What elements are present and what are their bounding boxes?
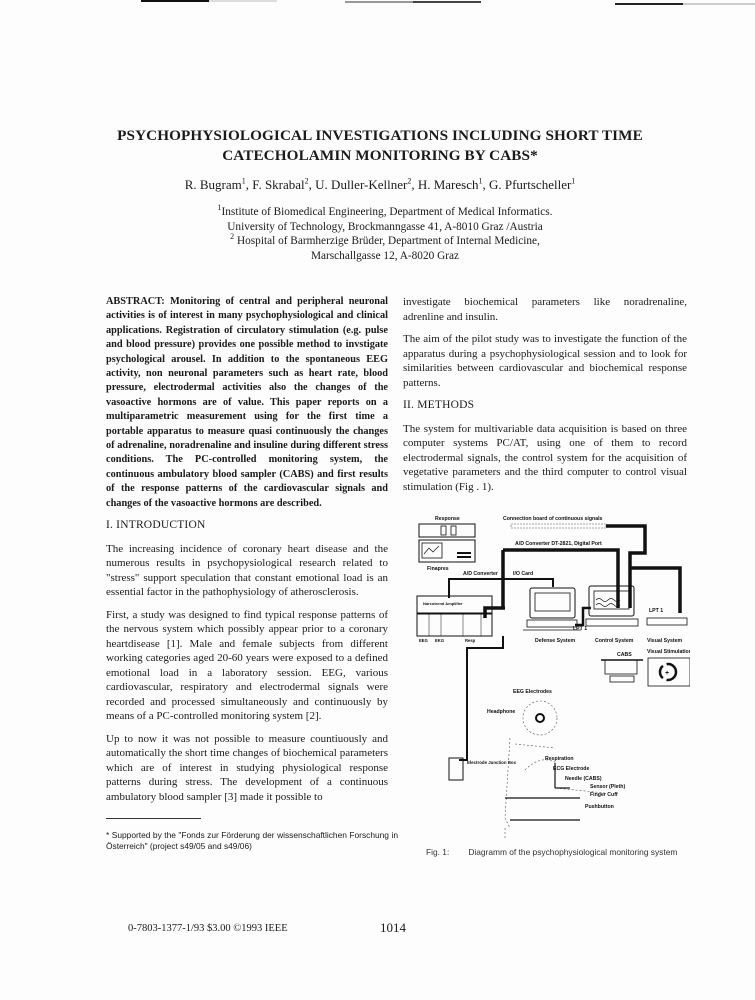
- svg-text:A/D Converter: A/D Converter: [463, 571, 498, 577]
- svg-text:Control System: Control System: [595, 638, 634, 644]
- section-heading-methods: II. METHODS: [403, 399, 475, 411]
- title-line-2: CATECHOLAMIN MONITORING BY CABS*: [222, 147, 538, 164]
- author: U. Duller-Kellner$^2$: [315, 176, 412, 192]
- svg-text:Headphone: Headphone: [487, 709, 516, 715]
- right-column: [403, 295, 687, 502]
- svg-text:Narcotrend Amplifier: Narcotrend Amplifier: [423, 601, 463, 606]
- affiliation-1-line-2: University of Technology, Brockmanngasse 41, A-8010 Graz /Austria: [227, 220, 543, 233]
- section-heading-introduction: I. INTRODUCTION: [106, 519, 206, 531]
- scan-artifact: [413, 1, 481, 3]
- label-response: Response: [435, 516, 460, 522]
- figure-caption-text: Diagramm of the psychophysiological monitoring system: [468, 847, 678, 857]
- paragraph: The system for multivariable data acquisition is based on three computer systems PC/AT, using one of them to record electrodermal signals, the control system for the acquisition of vegetative parameters and the third computer to control visual stimulation (Fig . 1).: [403, 422, 687, 493]
- figure-label: Fig. 1:: [426, 847, 450, 857]
- scan-artifact: [345, 1, 413, 3]
- svg-text:Visual Stimulation: Visual Stimulation: [647, 649, 690, 655]
- paragraph: First, a study was designed to find typical response patterns of the nervous system which possibly appear prior to a coronary heartdisease [1]. Male and female subjects from different working categories aged 20-60 years were exposed to a defined emotional load in a laboratory session. EEG, various cardiovascular, respiratory and electrodermal signals were recorded and processed simultaneously and continuously by means of a PC-controlled monitoring system [2].: [106, 608, 388, 722]
- footnote: * Supported by the "Fonds zur Förderung der wissenschaftlichen Forschung in Österreich" (project s49/05 and s49/06): [106, 830, 398, 851]
- svg-text:Defense System: Defense System: [535, 638, 576, 644]
- author: F. Skrabal$^2$: [252, 176, 309, 192]
- svg-text:Needle (CABS): Needle (CABS): [565, 776, 602, 782]
- svg-text:Respiration: Respiration: [545, 756, 574, 762]
- svg-text:LPT 1: LPT 1: [573, 626, 588, 632]
- svg-text:Finapres: Finapres: [427, 566, 449, 572]
- page-number: 1014: [380, 920, 406, 935]
- svg-text:Pushbutton: Pushbutton: [585, 804, 614, 810]
- left-column: [106, 512, 388, 812]
- svg-text:Sensor (Pleth): Sensor (Pleth): [590, 784, 626, 790]
- svg-text:EEG Electrodes: EEG Electrodes: [513, 689, 552, 695]
- svg-text:Resp: Resp: [465, 638, 476, 643]
- author: H. Maresch$^1$: [417, 176, 483, 192]
- svg-text:Connection board of continuous: Connection board of continuous signals: [503, 516, 603, 522]
- scan-artifact: [209, 0, 277, 2]
- author: R. Bugram$^1$: [184, 176, 246, 192]
- title-line-1: PSYCHOPHYSIOLOGICAL INVESTIGATIONS INCLUDING SHORT TIME: [117, 127, 643, 144]
- paper-title: [100, 126, 660, 166]
- svg-text:Finger Cuff: Finger Cuff: [590, 792, 618, 798]
- publication-id: 0-7803-1377-1/93 $3.00 ©1993 IEEE: [128, 923, 288, 934]
- affiliation-1-line-1: $^1$Institute of Biomedical Engineering, Department of Medical Informatics.: [217, 203, 553, 218]
- svg-text:A/D Converter DT-2821, Digital: A/D Converter DT-2821, Digital Port: [515, 541, 602, 547]
- svg-text:EKG: EKG: [435, 638, 445, 643]
- scan-artifact: [615, 3, 683, 5]
- author-list: R. Bugram$^1$, F. Skrabal$^2$, U. Duller-Kellner$^2$, H. Maresch$^1$, G. Pfurtscheller$^1$: [184, 176, 576, 192]
- abstract: ABSTRACT: Monitoring of central and peripheral neuronal activities is of interest in many psychophysiological and clinical applications. Registration of circulatory stimulation (e.g. pulse and blood pressure) provides one possible method to invstigate psychological arousel. In addition to the spontaneous EEG activity, non neuronal parameters such as heart rate, blood pressure, electrodermal activities also the changes of the vasoactive hormons are of value. This paper reports on a multiparametric measurement using for the first time a portable apparatus to measure quasi continuously the changes of adrenaline, noradrenaline and insuline during different stress conditions. The PC-controlled monitoring system, the continuous ambulatory blood sampler (CABS) and first results of the response patterns of the cardiovascular signals and changes of the vasoactive hormons are described.: [106, 296, 388, 509]
- figure-system-diagram: [405, 508, 690, 838]
- svg-text:LPT 1: LPT 1: [649, 608, 664, 614]
- paragraph: Up to now it was not possible to measure countiuously and automatically the short time changes of biochemical parameters which are of interest in studying physiological response patterns during stress. The development of a continuous ambulatory blood sampler [3] made it possible to: [106, 732, 388, 803]
- svg-text:I/O Card: I/O Card: [513, 571, 534, 577]
- paragraph: investigate biochemical parameters like noradrenaline, adrenline and insulin.: [403, 296, 687, 323]
- svg-text:Visual System: Visual System: [647, 638, 683, 644]
- affiliation-2-line-2: Marschallgasse 12, A-8020 Graz: [310, 249, 460, 262]
- svg-text:Electrode Junction Box: Electrode Junction Box: [467, 760, 517, 765]
- footnote-divider: [106, 818, 201, 819]
- scan-artifact: [683, 3, 755, 5]
- paragraph: The increasing incidence of coronary heart disease and the numerous results in psychopysiological research related to "stress" support speculation that constant emotional load is an essential factor in the pathophysiology of atherosclerosis.: [106, 542, 388, 598]
- paragraph: The aim of the pilot study was to investigate the function of the apparatus during a psychophysiological session and to look for similarities between cardiovascular and biochemical response patterns.: [403, 333, 687, 389]
- affiliation-2-line-1: $^2$ Hospital of Barmherzige Brüder, Department of Internal Medicine,: [230, 232, 540, 247]
- author: G. Pfurtscheller$^1$: [488, 176, 576, 192]
- figure-caption: [426, 847, 706, 857]
- svg-text:EEG: EEG: [419, 638, 428, 643]
- svg-text:ECG Electrode: ECG Electrode: [553, 766, 590, 772]
- svg-text:+: +: [665, 670, 670, 677]
- affiliations: [160, 205, 610, 263]
- scan-artifact: [141, 0, 209, 2]
- svg-text:CABS: CABS: [617, 652, 632, 658]
